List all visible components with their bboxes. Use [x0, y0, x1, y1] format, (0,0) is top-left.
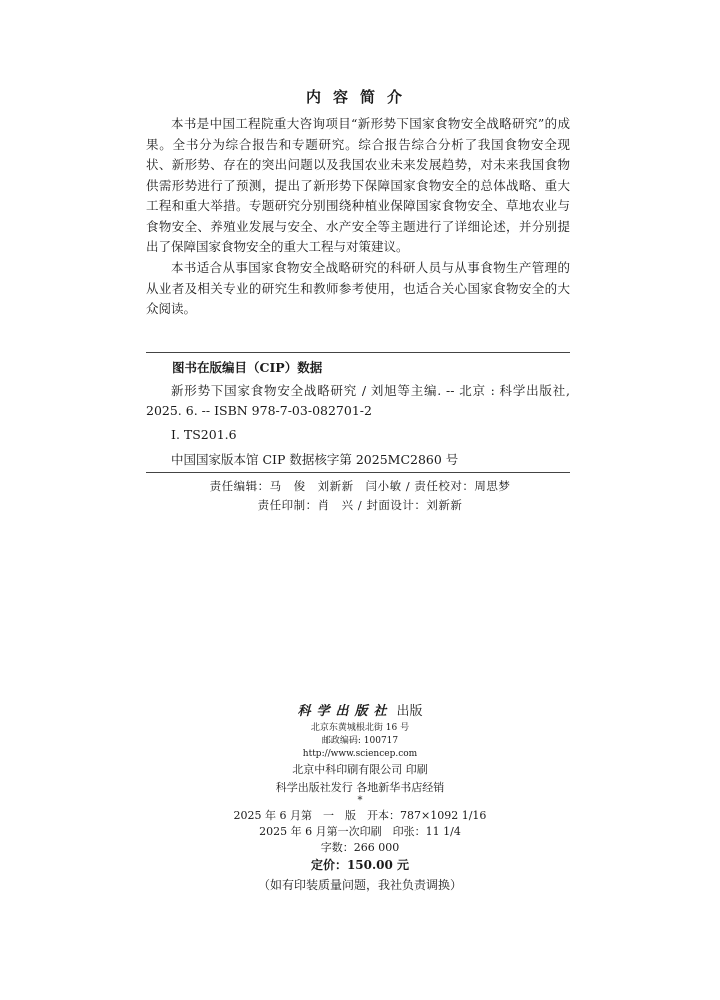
summary-paragraph-1: 本书是中国工程院重大咨询项目“新形势下国家食物安全战略研究”的成果。全书分为综合报告和专题研究。综合报告综合分析了我国食物安全现状、新形势、存在的突出问题以及我国农业未来发展趋势，对未来我国食物供需形势进行了预测，提出了新形势下保障国家食物安全的总体战略、重大工程和重大举措。专题研究分别围绕种植业保障国家食物安全、草地农业与食物安全、养殖业发展与安全、水产安全等主题进行了详细论述，并分别提出了保障国家食物安全的重大工程与对策建议。 [146, 116, 570, 254]
editor-credits: 责任编辑：马 俊 刘新新 闫小敏 / 责任校对：周思梦 [209, 479, 511, 493]
publisher-suffix: 出版 [396, 704, 423, 719]
publisher-url: http://www.sciencep.com [302, 749, 418, 759]
cip-classification: Ⅰ. TS201.6 [171, 427, 237, 442]
cip-entry: 新形势下国家食物安全战略研究 / 刘旭等主编. -- 北京 : 科学出版社, 2025. 6. -- ISBN 978-7-03-082701-2 [146, 383, 570, 418]
summary-paragraph-2: 本书适合从事国家食物安全战略研究的科研人员与从事食物生产管理的从业者及相关专业的研究生和教师参考使用，也适合关心国家食物安全的大众阅读。 [146, 260, 570, 316]
price: 定价：150.00 元 [310, 858, 410, 872]
page-title: 内容简介 [305, 88, 414, 106]
production-credits: 责任印制：肖 兴 / 封面设计：刘新新 [257, 498, 463, 512]
publisher-logo: 科学出版社 [297, 704, 393, 719]
separator-star: * [357, 795, 363, 806]
cip-check-number: 中国国家版本馆 CIP 数据核字第 2025MC2860 号 [171, 452, 459, 467]
quality-notice: （如有印装质量问题，我社负责调换） [257, 878, 462, 892]
publisher-name [0, 700, 720, 719]
cip-bottom-divider [146, 472, 570, 473]
publisher-zip: 邮政编码: 100717 [321, 736, 399, 746]
cip-top-divider [146, 352, 570, 353]
distribution-line: 科学出版社发行 各地新华书店经销 [275, 781, 445, 794]
publisher-address: 北京东黄城根北街 16 号 [310, 723, 410, 733]
printer-line: 北京中科印刷有限公司 印刷 [292, 763, 428, 776]
cip-header: 图书在版编目（CIP）数据 [172, 360, 323, 375]
word-count: 字数：266 000 [320, 841, 400, 854]
edition-line-2: 2025 年 6 月第一次印刷 印张：11 1/4 [259, 825, 461, 838]
edition-line-1: 2025 年 6 月第 一 版 开本：787×1092 1/16 [233, 809, 487, 822]
